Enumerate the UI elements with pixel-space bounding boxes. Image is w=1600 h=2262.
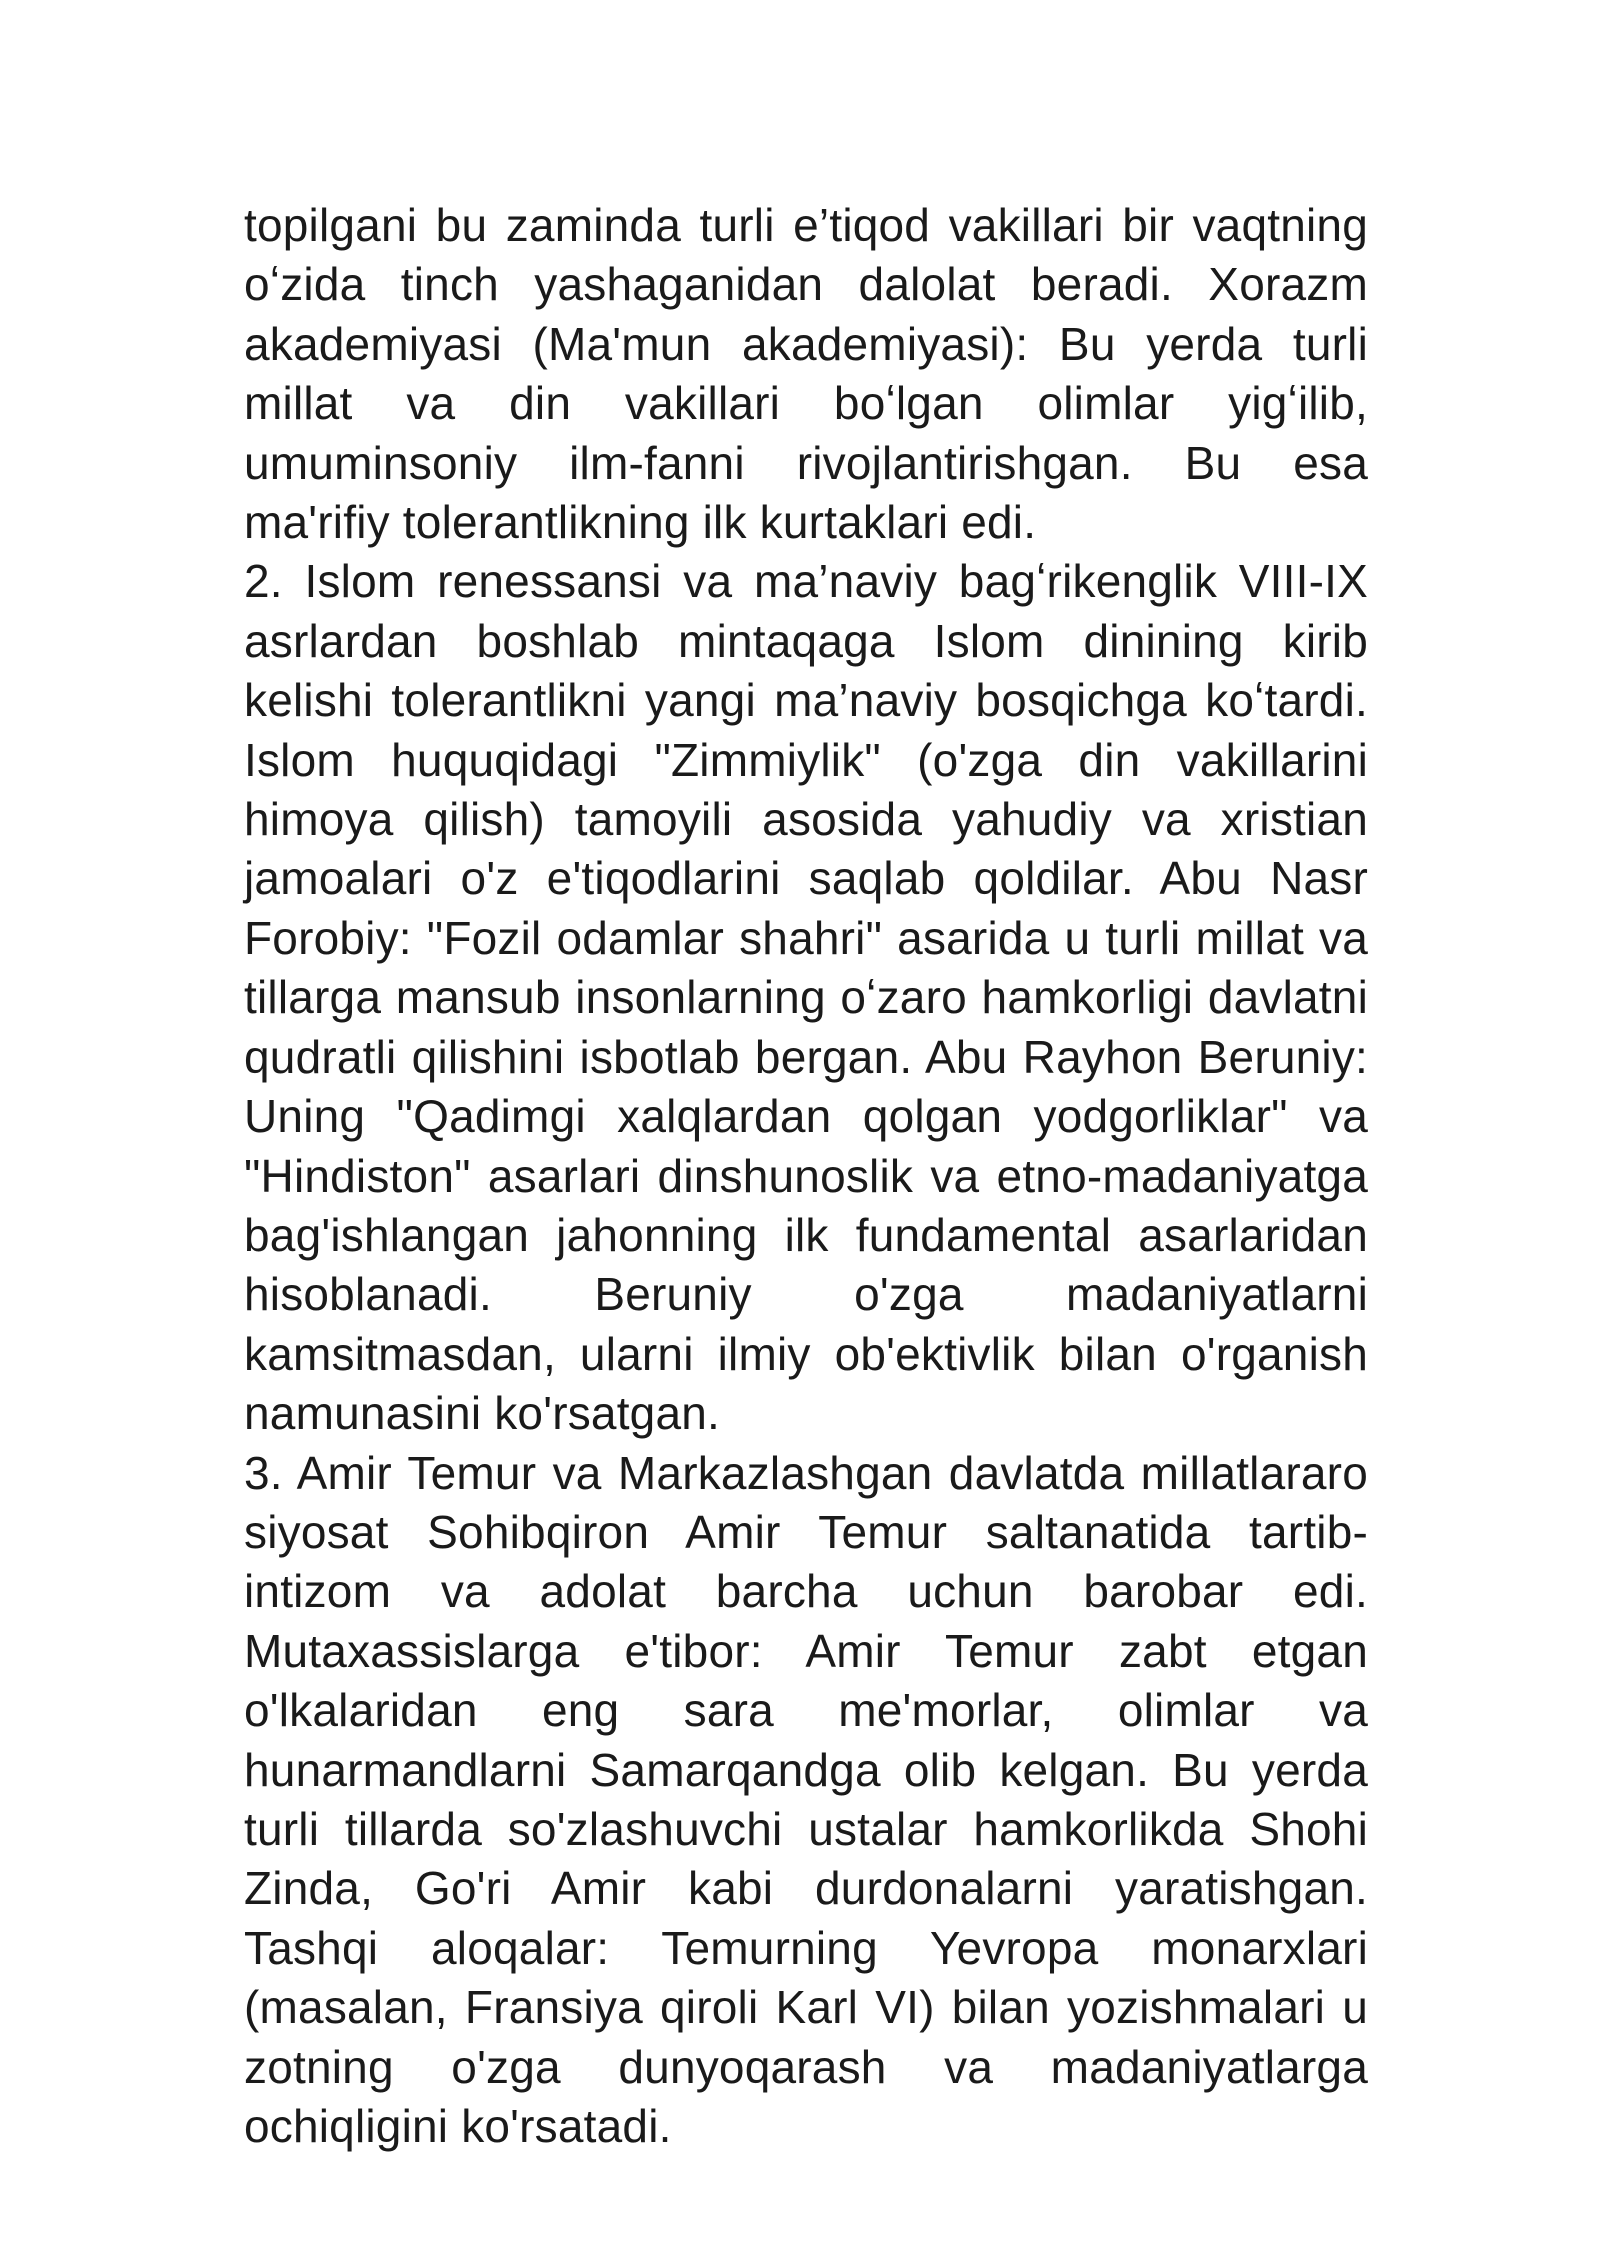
paragraph-section-3: 3. Amir Temur va Markazlashgan davlatda millatlararo siyosat Sohibqiron Amir Temur saltanatida tartib-intizom va adolat barcha uchun barobar edi. Mutaxassislarga e'tibor: Amir Temur zabt etgan o'lkalaridan eng sara me'morlar, olimlar va hunarmandlarni Samarqandga olib kelgan. Bu yerda turli tillarda so'zlashuvchi ustalar hamkorlikda Shohi Zinda, Go'ri Amir kabi durdonalarni yaratishgan. Tashqi aloqalar: Temurning Yevropa monarxlari (masalan, Fransiya qiroli Karl VI) bilan yozishmalari u zotning o'zga dunyoqarash va madaniyatlarga ochiqligini ko'rsatadi. (244, 1446, 1368, 2152)
document-body (244, 196, 1368, 2156)
paragraph-section-2: 2. Islom renessansi va ma’naviy bagʻrikenglik VIII-IX asrlardan boshlab mintaqaga Islom dinining kirib kelishi tolerantlikni yangi ma’naviy bosqichga koʻtardi. Islom huquqidagi "Zimmiylik" (o'zga din vakillarini himoya qilish) tamoyili asosida yahudiy va xristian jamoalari o'z e'tiqodlarini saqlab qoldilar. Abu Nasr Forobiy: "Fozil odamlar shahri" asarida u turli millat va tillarga mansub insonlarning oʻzaro hamkorligi davlatni qudratli qilishini isbotlab bergan. Abu Rayhon Beruniy: Uning "Qadimgi xalqlardan qolgan yodgorliklar" va "Hindiston" asarlari dinshunoslik va etno-madaniyatga bag'ishlangan jahonning ilk fundamental asarlaridan hisoblanadi. Beruniy o'zga madaniyatlarni kamsitmasdan, ularni ilmiy ob'ektivlik bilan o'rganish namunasini ko'rsatgan. (244, 555, 1368, 1440)
paragraph-continuation: topilgani bu zaminda turli e’tiqod vakillari bir vaqtning oʻzida tinch yashaganidan dalolat beradi. Xorazm akademiyasi (Ma'mun akademiyasi): Bu yerda turli millat va din vakillari boʻlgan olimlar yigʻilib, umuminsoniy ilm-fanni rivojlantirishgan. Bu esa ma'rifiy tolerantlikning ilk kurtaklari edi. (244, 199, 1368, 549)
